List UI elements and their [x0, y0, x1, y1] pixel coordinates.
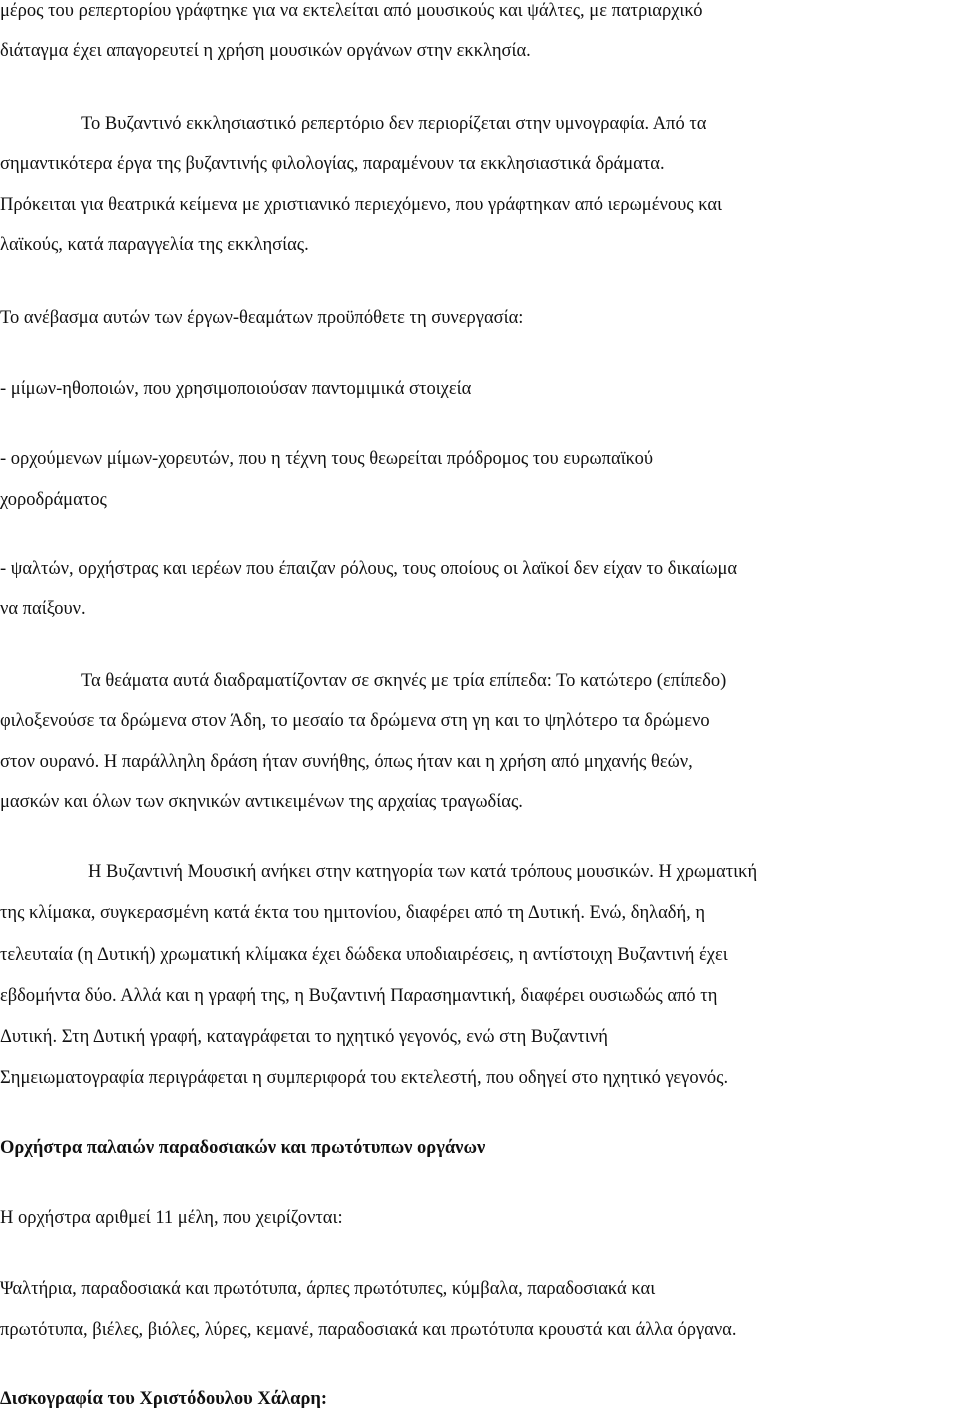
- paragraph-line: στον ουρανό. Η παράλληλη δράση ήταν συνήθης, όπως ήταν και η χρήση από μηχανής θεών,: [0, 752, 693, 772]
- section-heading: Ορχήστρα παλαιών παραδοσιακών και πρωτότυπων οργάνων: [0, 1138, 486, 1158]
- paragraph-line: εβδομήντα δύο. Αλλά και η γραφή της, η Βυζαντινή Παρασημαντική, διαφέρει ουσιωδώς από τη: [0, 986, 718, 1006]
- paragraph-line: της κλίμακα, συγκερασμένη κατά έκτα του ημιτονίου, διαφέρει από τη Δυτική. Ενώ, δηλαδή, η: [0, 903, 706, 923]
- list-item: - μίμων-ηθοποιών, που χρησιμοποιούσαν παντομιμικά στοιχεία: [0, 379, 472, 399]
- list-item: χοροδράματος: [0, 490, 107, 510]
- paragraph-line: Σημειωματογραφία περιγράφεται η συμπεριφορά του εκτελεστή, που οδηγεί στο ηχητικό γεγονός.: [0, 1068, 729, 1088]
- paragraph-line: Η Βυζαντινή Μουσική ανήκει στην κατηγορία των κατά τρόπους μουσικών. Η χρωματική: [88, 862, 758, 882]
- paragraph-line: μασκών και όλων των σκηνικών αντικειμένων της αρχαίας τραγωδίας.: [0, 792, 523, 812]
- paragraph-line: σημαντικότερα έργα της βυζαντινής φιλολογίας, παραμένουν τα εκκλησιαστικά δράματα.: [0, 154, 665, 174]
- list-item: - ορχούμενων μίμων-χορευτών, που η τέχνη τους θεωρείται πρόδρομος του ευρωπαϊκού: [0, 449, 654, 469]
- paragraph-line: λαϊκούς, κατά παραγγελία της εκκλησίας.: [0, 235, 309, 255]
- paragraph-line: Δυτική. Στη Δυτική γραφή, καταγράφεται το ηχητικό γεγονός, ενώ στη Βυζαντινή: [0, 1027, 608, 1047]
- paragraph-line: Ψαλτήρια, παραδοσιακά και πρωτότυπα, άρπες πρωτότυπες, κύμβαλα, παραδοσιακά και: [0, 1279, 656, 1299]
- list-item: - ψαλτών, ορχήστρας και ιερέων που έπαιζαν ρόλους, τους οποίους οι λαϊκοί δεν είχαν το δικαίωμα: [0, 559, 738, 579]
- paragraph-line: διάταγμα έχει απαγορευτεί η χρήση μουσικών οργάνων στην εκκλησία.: [0, 41, 531, 61]
- paragraph-line: μέρος του ρεπερτορίου γράφτηκε για να εκτελείται από μουσικούς και ψάλτες, με πατριαρχικό: [0, 1, 703, 21]
- section-heading: Δισκογραφία του Χριστόδουλου Χάλαρη:: [0, 1389, 328, 1409]
- paragraph-line: Πρόκειται για θεατρικά κείμενα με χριστιανικό περιεχόμενο, που γράφτηκαν από ιερωμένους και: [0, 195, 723, 215]
- paragraph-line: Το ανέβασμα αυτών των έργων-θεαμάτων προϋπόθετε τη συνεργασία:: [0, 308, 524, 328]
- paragraph-line: πρωτότυπα, βιέλες, βιόλες, λύρες, κεμανέ, παραδοσιακά και πρωτότυπα κρουστά και άλλα όργανα.: [0, 1320, 737, 1340]
- paragraph-line: Τα θεάματα αυτά διαδραματίζονταν σε σκηνές με τρία επίπεδα: Το κατώτερο (επίπεδο): [81, 671, 727, 691]
- list-item: να παίξουν.: [0, 599, 86, 619]
- paragraph-line: φιλοξενούσε τα δρώμενα στον Άδη, το μεσαίο τα δρώμενα στη γη και το ψηλότερο τα δρώμενο: [0, 711, 710, 731]
- paragraph-line: τελευταία (η Δυτική) χρωματική κλίμακα έχει δώδεκα υποδιαιρέσεις, η αντίστοιχη Βυζαντινή έχει: [0, 945, 728, 965]
- paragraph-line: Το Βυζαντινό εκκλησιαστικό ρεπερτόριο δεν περιορίζεται στην υμνογραφία. Από τα: [81, 114, 707, 134]
- paragraph-line: Η ορχήστρα αριθμεί 11 μέλη, που χειρίζονται:: [0, 1208, 343, 1228]
